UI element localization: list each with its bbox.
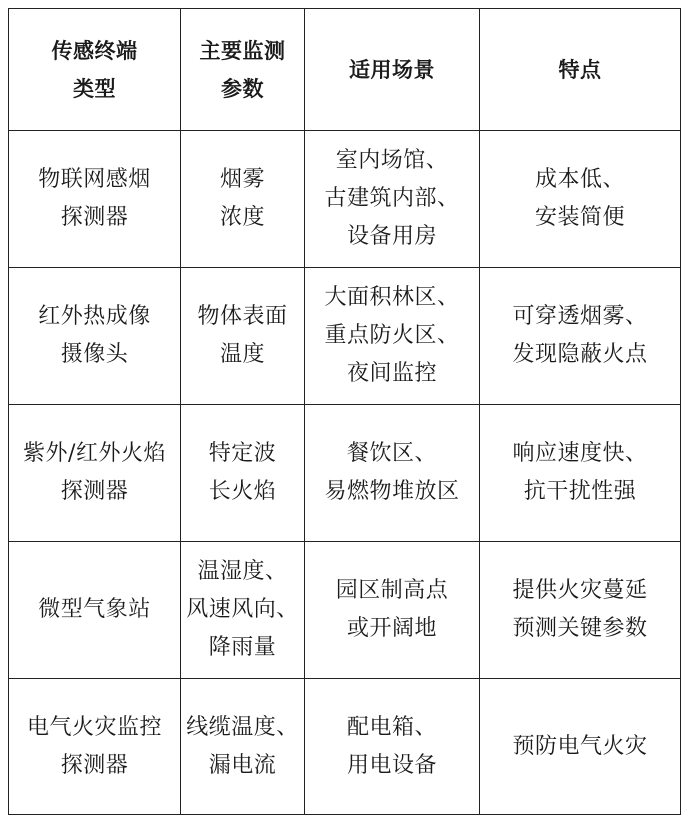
cell-sensor-type: 微型气象站: [9, 542, 181, 679]
cell-main-params: 温湿度、 风速风向、 降雨量: [181, 542, 305, 679]
table-header-row: [9, 9, 681, 131]
header-features: 特点: [480, 9, 681, 131]
cell-sensor-type: 物联网感烟 探测器: [9, 131, 181, 268]
table-row: [9, 679, 681, 815]
cell-scenes: 园区制高点 或开阔地: [305, 542, 480, 679]
header-sensor-type: 传感终端 类型: [9, 9, 181, 131]
table-row: [9, 405, 681, 542]
cell-scenes: 大面积林区、 重点防火区、 夜间监控: [305, 268, 480, 405]
cell-sensor-type: 电气火灾监控 探测器: [9, 679, 181, 815]
cell-sensor-type: 紫外/红外火焰 探测器: [9, 405, 181, 542]
cell-features: 成本低、 安装简便: [480, 131, 681, 268]
cell-features: 提供火灾蔓延 预测关键参数: [480, 542, 681, 679]
header-main-params: 主要监测 参数: [181, 9, 305, 131]
cell-main-params: 特定波 长火焰: [181, 405, 305, 542]
cell-main-params: 物体表面 温度: [181, 268, 305, 405]
header-scenes: 适用场景: [305, 9, 480, 131]
cell-main-params: 烟雾 浓度: [181, 131, 305, 268]
table-row: [9, 131, 681, 268]
table-row: [9, 542, 681, 679]
cell-scenes: 配电箱、 用电设备: [305, 679, 480, 815]
table-row: [9, 268, 681, 405]
cell-scenes: 餐饮区、 易燃物堆放区: [305, 405, 480, 542]
cell-main-params: 线缆温度、 漏电流: [181, 679, 305, 815]
cell-sensor-type: 红外热成像 摄像头: [9, 268, 181, 405]
cell-features: 预防电气火灾: [480, 679, 681, 815]
cell-scenes: 室内场馆、 古建筑内部、 设备用房: [305, 131, 480, 268]
cell-features: 可穿透烟雾、 发现隐蔽火点: [480, 268, 681, 405]
cell-features: 响应速度快、 抗干扰性强: [480, 405, 681, 542]
sensor-terminal-table: [8, 8, 681, 815]
